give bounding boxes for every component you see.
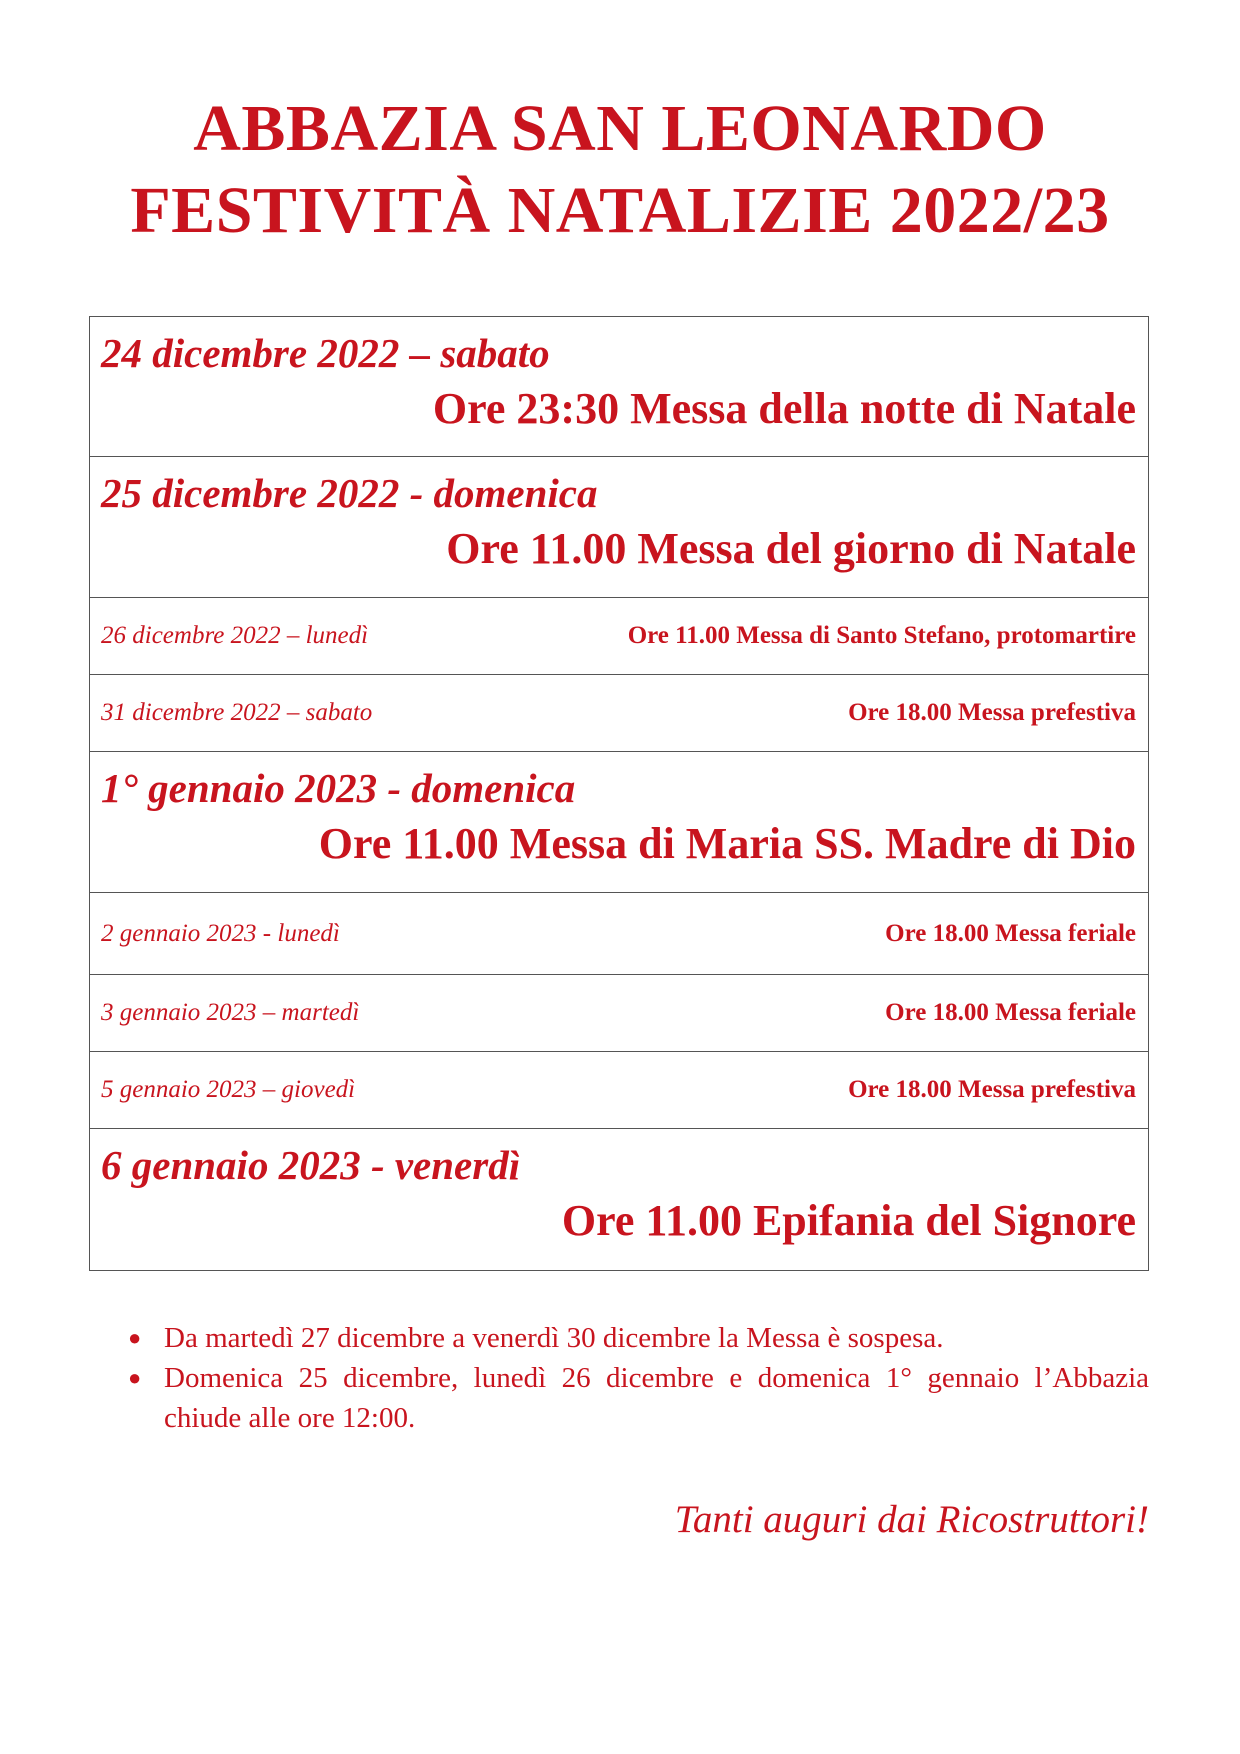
schedule-event: Ore 11.00 Messa di Santo Stefano, protomartire: [627, 622, 1136, 649]
schedule-date: 3 gennaio 2023 – martedì: [101, 999, 360, 1026]
closing-greeting: Tanti auguri dai Ricostruttori!: [674, 1498, 1149, 1541]
schedule-date: 26 dicembre 2022 – lunedì: [101, 622, 369, 649]
schedule-row: [90, 975, 1148, 1052]
schedule-date: 1° gennaio 2023 - domenica: [101, 765, 576, 811]
list-item: [120, 1318, 1149, 1358]
schedule-row: [90, 317, 1148, 457]
schedule-event: Ore 18.00 Messa feriale: [885, 919, 1136, 947]
schedule-row: [90, 893, 1148, 975]
schedule-event: Ore 18.00 Messa prefestiva: [848, 699, 1136, 726]
schedule-date: 31 dicembre 2022 – sabato: [101, 699, 373, 726]
list-item: [120, 1358, 1149, 1438]
schedule-event: Ore 11.00 Messa del giorno di Natale: [446, 524, 1136, 573]
schedule-event: Ore 11.00 Messa di Maria SS. Madre di Dio: [318, 819, 1136, 868]
schedule-row: [90, 598, 1148, 675]
notes-list: [120, 1318, 1149, 1438]
schedule-row: [90, 675, 1148, 752]
bullet-icon: ●: [128, 1365, 142, 1390]
schedule-date: 6 gennaio 2023 - venerdì: [101, 1142, 521, 1188]
schedule-row: [90, 752, 1148, 893]
schedule-event: Ore 18.00 Messa feriale: [885, 999, 1136, 1026]
schedule-event: Ore 18.00 Messa prefestiva: [848, 1076, 1136, 1103]
schedule-row: [90, 1129, 1148, 1270]
note-text: Da martedì 27 dicembre a venerdì 30 dicembre la Messa è sospesa.: [164, 1322, 944, 1354]
schedule-row: [90, 457, 1148, 598]
page-title: ABBAZIA SAN LEONARDO: [193, 92, 1047, 165]
bullet-icon: ●: [128, 1325, 142, 1350]
schedule-date: 24 dicembre 2022 – sabato: [101, 330, 550, 376]
schedule-date: 2 gennaio 2023 - lunedì: [101, 919, 340, 947]
schedule-row: [90, 1052, 1148, 1129]
schedule-table: [89, 316, 1149, 1271]
note-text: Domenica 25 dicembre, lunedì 26 dicembre e domenica 1° gennaio l’Abbazia chiude alle ore 12:00.: [164, 1362, 1149, 1434]
schedule-event: Ore 23:30 Messa della notte di Natale: [432, 384, 1136, 433]
page-subtitle: FESTIVITÀ NATALIZIE 2022/23: [130, 174, 1110, 247]
schedule-date: 5 gennaio 2023 – giovedì: [101, 1076, 356, 1103]
schedule-date: 25 dicembre 2022 - domenica: [101, 470, 598, 516]
schedule-event: Ore 11.00 Epifania del Signore: [561, 1196, 1136, 1245]
